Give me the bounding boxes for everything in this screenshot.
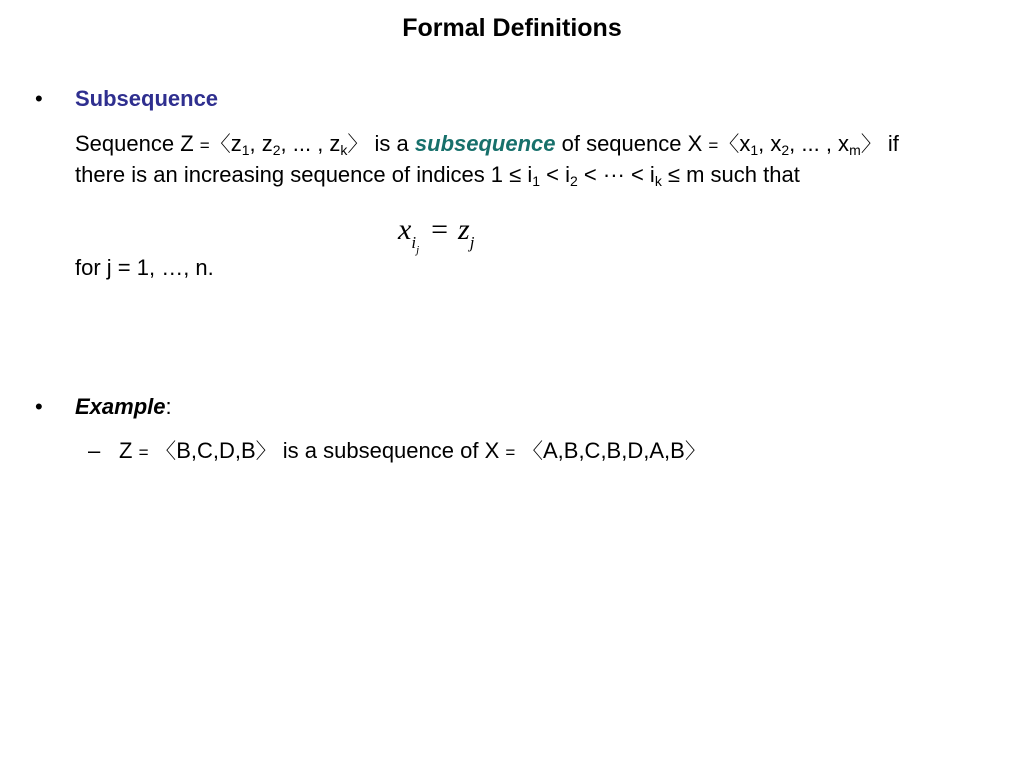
right-angle-bracket: 〉 [860, 132, 882, 156]
formula-equals: = [431, 213, 449, 246]
definition-text: , x [758, 131, 782, 156]
definition-text: there is an increasing sequence of indices 1 ≤ i [75, 162, 533, 187]
subscript: k [340, 142, 348, 158]
subscript: m [849, 142, 861, 158]
definition-text: of sequence X [555, 131, 709, 156]
definition-text: ≤ m such that [661, 162, 800, 187]
right-angle-bracket: 〉 [347, 132, 369, 156]
subscript: 2 [272, 142, 281, 158]
equals-sign: = [708, 136, 719, 155]
example-text [119, 438, 706, 466]
subscript: 1 [750, 142, 759, 158]
subsequence-formula [398, 212, 474, 268]
left-angle-bracket: 〈 [515, 439, 543, 463]
equals-sign: = [199, 136, 210, 155]
subscript: 1 [532, 173, 541, 189]
example-sequence-z: B,C,D,B [176, 438, 256, 463]
definition-text: z [230, 131, 242, 156]
subscript: 2 [781, 142, 790, 158]
slide-title: Formal Definitions [402, 14, 622, 42]
subsequence-heading: Subsequence [75, 86, 219, 111]
equals-sign: = [138, 443, 149, 462]
subsequence-keyword: subsequence [414, 131, 556, 156]
example-text-part: is a subsequence of X [276, 438, 506, 463]
example-colon: : [165, 394, 172, 419]
definition-text: , ... , x [789, 131, 850, 156]
definition-text: , ... , z [280, 131, 341, 156]
definition-line-2 [75, 162, 800, 188]
sub-bullet-dash: – [88, 438, 101, 463]
left-angle-bracket: 〈 [209, 132, 231, 156]
definition-text: x [739, 131, 751, 156]
right-angle-bracket: 〉 [684, 439, 706, 463]
subscript: k [654, 173, 662, 189]
example-text-part: Z [119, 438, 139, 463]
example-heading [75, 394, 172, 420]
definition-text: is a [368, 131, 415, 156]
definition-text: , z [249, 131, 273, 156]
left-angle-bracket: 〈 [148, 439, 177, 463]
definition-line-1 [75, 131, 899, 159]
definition-text: < i [540, 162, 570, 187]
example-label: Example [75, 394, 166, 419]
definition-text: if [881, 131, 899, 156]
formula-variable: x [398, 213, 412, 246]
index-range-text: for j = 1, …, n. [75, 255, 214, 280]
subscript: 2 [570, 173, 578, 189]
formula-subscript: j [416, 244, 420, 256]
subscript: 1 [241, 142, 250, 158]
formula-subscript: i [411, 233, 417, 252]
bullet-marker: • [35, 394, 43, 419]
definition-text: Sequence Z [75, 131, 200, 156]
example-sequence-x: A,B,C,B,D,A,B [542, 438, 685, 463]
right-angle-bracket: 〉 [255, 439, 277, 463]
equals-sign: = [505, 443, 516, 462]
formula-variable: z [458, 213, 470, 246]
definition-text: < ··· < i [577, 162, 655, 187]
formula-subscript: j [469, 233, 475, 252]
bullet-marker: • [35, 86, 43, 111]
left-angle-bracket: 〈 [718, 132, 740, 156]
